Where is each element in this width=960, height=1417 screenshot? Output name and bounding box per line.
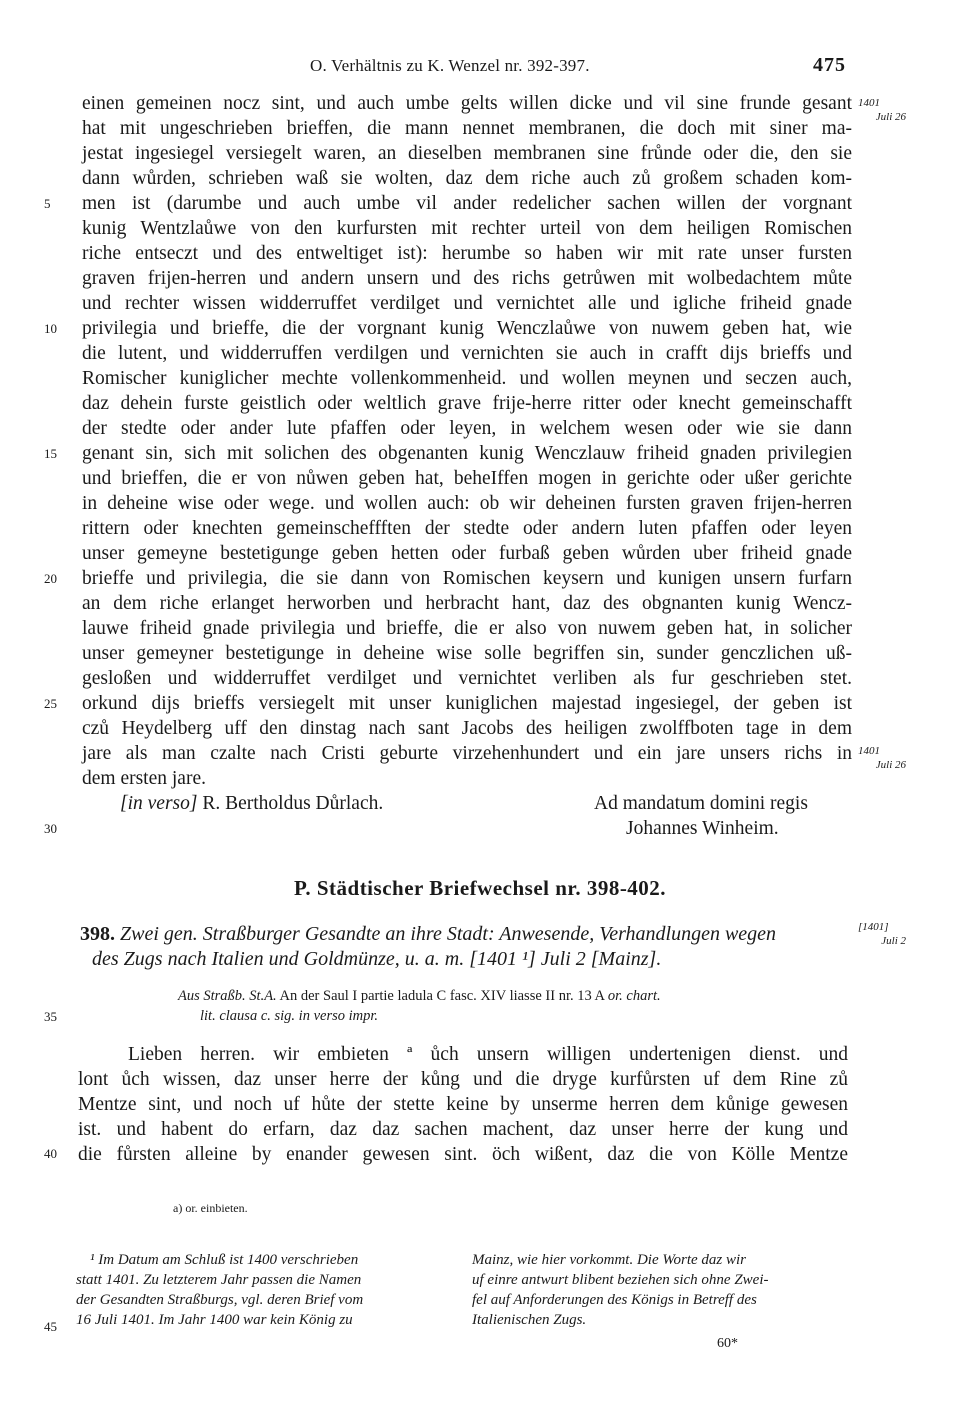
- source-archive: Aus Straßb. St.A.: [178, 988, 277, 1004]
- text-line: genant sin, sich mit solichen des obgenanten kunig Wenczlauw friheid gnaden privilegien: [82, 443, 852, 464]
- page-header: [0, 56, 960, 78]
- letter-line: Mentze sint, und noch uf hůte der stette keine by unserme herren dem kůnige gewesen: [78, 1094, 848, 1115]
- text-line: riche entseczt und des entweltiget ist): herumbe so haben wir mit rate unser fursten: [82, 243, 852, 264]
- document-number: 398.: [80, 923, 115, 945]
- margin-date: Juli 26: [875, 759, 906, 771]
- text-line: kunig Wentzlaůwe von den kurfursten mit rechter urteil von dem heiligen Romischen: [82, 218, 852, 239]
- footnote-right: [472, 1250, 768, 1330]
- signature-mark: 60*: [717, 1336, 738, 1351]
- footnote-line: der Gesandten Straßburgs, vgl. deren Brief vom: [76, 1292, 364, 1308]
- text-line: privilegia und brieffe, die der vorgnant kunig Wenczlaůwe von nuwem geben hat, wie: [82, 318, 852, 339]
- source-line-2: lit. clausa c. sig. in verso impr.: [200, 1008, 379, 1024]
- margin-date: Juli 26: [875, 111, 906, 123]
- line-number: 15: [44, 446, 57, 461]
- verso-label: [in verso]: [120, 793, 198, 814]
- letter-line: die fůrsten alleine by enander gewesen sint. öch wißent, daz die von Kölle Mentze: [78, 1144, 848, 1165]
- footnote-line: 16 Juli 1401. Im Jahr 1400 war kein König zu: [76, 1312, 353, 1328]
- text-line: brieffe und privilegia, die sie dann von Romischen keysern und kunigen unsern furfarn: [82, 568, 852, 589]
- margin-date-mid: [858, 744, 906, 772]
- text-line: orkund dijs brieffs versiegelt mit unser kuniglichen majestad ingesiegel, der geben ist: [82, 693, 852, 714]
- text-line: jare als man czalte nach Cristi geburte virzehenhundert und ein jare unsers richs in: [82, 743, 852, 764]
- footnote-line: uf einre antwurt blibent beziehen sich ohne Zwei-: [472, 1272, 769, 1288]
- text-line: der stedte oder ander lute pfaffen oder leyen, in welchem wesen oder wie sie dann: [82, 418, 852, 439]
- regest-line-1: [80, 922, 844, 946]
- running-title: O. Verhältnis zu K. Wenzel nr. 392-397.: [310, 56, 590, 75]
- source-form: or. chart.: [607, 988, 661, 1004]
- apparatus-note: a) or. einbieten.: [173, 1201, 248, 1215]
- footnote-line: Italienischen Zugs.: [472, 1312, 587, 1328]
- page-number: 475: [813, 54, 846, 76]
- text-line: dann wůrden, schrieben waß sie wolten, daz dem riche auch zů großem schaden kom-: [82, 168, 852, 189]
- text-line: daz dehein furste geistlich oder weltlich grave frije-herre ritter oder knecht gemeinschafft: [82, 393, 852, 414]
- line-number: 25: [44, 696, 57, 711]
- line-number: 5: [44, 196, 51, 211]
- margin-year: [1401]: [858, 921, 889, 933]
- footnote-left: [76, 1250, 363, 1330]
- text-line: und brieffen, die er von nůwen geben hat, beheIffen mogen in gerichte oder ußer gerichte: [82, 468, 852, 489]
- footnote-line: Mainz, wie hier vorkommt. Die Worte daz wir: [472, 1252, 747, 1268]
- line-number: 20: [44, 571, 57, 586]
- text-line: men ist (darumbe und auch umbe vil ander redelicher sachen willen der vorgnant: [82, 193, 852, 214]
- margin-date: Juli 2: [881, 935, 906, 947]
- mandate-line-2: Johannes Winheim.: [626, 818, 779, 839]
- mandate-line-1: Ad mandatum domini regis: [594, 793, 808, 814]
- text-line: unser gemeyne bestetigunge geben hetten oder furbaß geben wůrden uber friheid gnade: [82, 543, 852, 564]
- text-line: an dem riche erlanget herworben und herbracht hant, daz des obgnanten kunig Wencz-: [82, 593, 852, 614]
- margin-date-top: [858, 96, 906, 124]
- margin-date-doc: [858, 920, 906, 948]
- text-line: hat mit ungeschrieben brieffen, die mann nennet membranen, die doch mit siner ma-: [82, 118, 852, 139]
- margin-year: 1401: [858, 745, 880, 757]
- source-signature: An der Saul I partie ladula C fasc. XIV liasse II nr. 13 A: [279, 988, 605, 1004]
- line-number: 40: [44, 1146, 57, 1161]
- line-number: 45: [44, 1319, 57, 1334]
- verso-name: R. Bertholdus Důrlach.: [202, 793, 384, 814]
- text-line: gesloßen und widderruffet verdilget und vernichtet verliben als fur geschrieben stet.: [82, 668, 852, 689]
- text-line: dem ersten jare.: [82, 768, 206, 789]
- section-heading: P. Städtischer Briefwechsel nr. 398-402.: [293, 876, 667, 900]
- text-line: einen gemeinen nocz sint, und auch umbe gelts willen dicke und vil sine frunde gesant: [82, 93, 852, 114]
- regest-line-2: des Zugs nach Italien und Goldmünze, u. a. m. [1401 ¹] Juli 2 [Mainz].: [92, 948, 662, 970]
- text-line: unser gemeyner bestetigunge in deheine wise solle begriffen sin, sunder genczlichen uß-: [82, 643, 852, 664]
- line-number: 30: [44, 821, 57, 836]
- regest-text: Zwei gen. Straßburger Gesandte an ihre Stadt: Anwesende, Verhandlungen wegen: [120, 923, 777, 945]
- text-line: czů Heydelberg uff den dinstag nach sant Jacobs des heiligen zwolffboten tage in dem: [82, 718, 852, 739]
- letter-line: ist. und habent do erfarn, daz daz sachen machent, daz unser herre der kung und: [78, 1119, 848, 1140]
- text-line: und rechter wissen widderruffet verdilget und vernichtet alle und igliche friheid gnade: [82, 293, 852, 314]
- text-line: graven frijen-herren und andern unsern und des richs getrůwen mit wolbedachtem můte: [82, 268, 852, 289]
- text-line: lauwe friheid gnade privilegia und brieffe, die er also von nuwem geben hat, in solicher: [82, 618, 852, 639]
- footnote-line: ¹ Im Datum am Schluß ist 1400 verschrieben: [90, 1252, 359, 1268]
- text-line: die lutent, und widderruffen verdilgen und vernichten sie auch in crafft dijs brieffs und: [82, 343, 852, 364]
- letter-line: lont ůch wissen, daz unser herre der kůng und die dryge kurfůrsten uf dem Rine zů: [78, 1069, 848, 1090]
- margin-year: 1401: [858, 97, 880, 109]
- line-number: 35: [44, 1009, 57, 1024]
- line-number: 10: [44, 321, 57, 336]
- verso-note: [120, 793, 383, 815]
- text-line: in deheine wise oder wege. und wollen auch: ob wir deheinen fursten graven frijen-herren: [82, 493, 852, 514]
- footnote-line: fel auf Anforderungen des Königs in Betreff des: [472, 1292, 757, 1308]
- text-line: Romischer kuniglicher mechte vollenkommenheid. und wollen meynen und seczen auch,: [82, 368, 852, 389]
- source-line-1: [178, 986, 848, 1006]
- footnote-line: statt 1401. Zu letzterem Jahr passen die Namen: [76, 1272, 362, 1288]
- text-line: jestat ingesiegel versiegelt waren, an dieselben membranen sine frůnde oder die, den sie: [82, 143, 852, 164]
- text-line: rittern oder knechten gemeinscheffften der stedte oder andern luten pfaffen oder leyen: [82, 518, 852, 539]
- letter-line: Lieben herren. wir embieten ª ůch unsern willigen undertenigen dienst. und: [128, 1044, 848, 1065]
